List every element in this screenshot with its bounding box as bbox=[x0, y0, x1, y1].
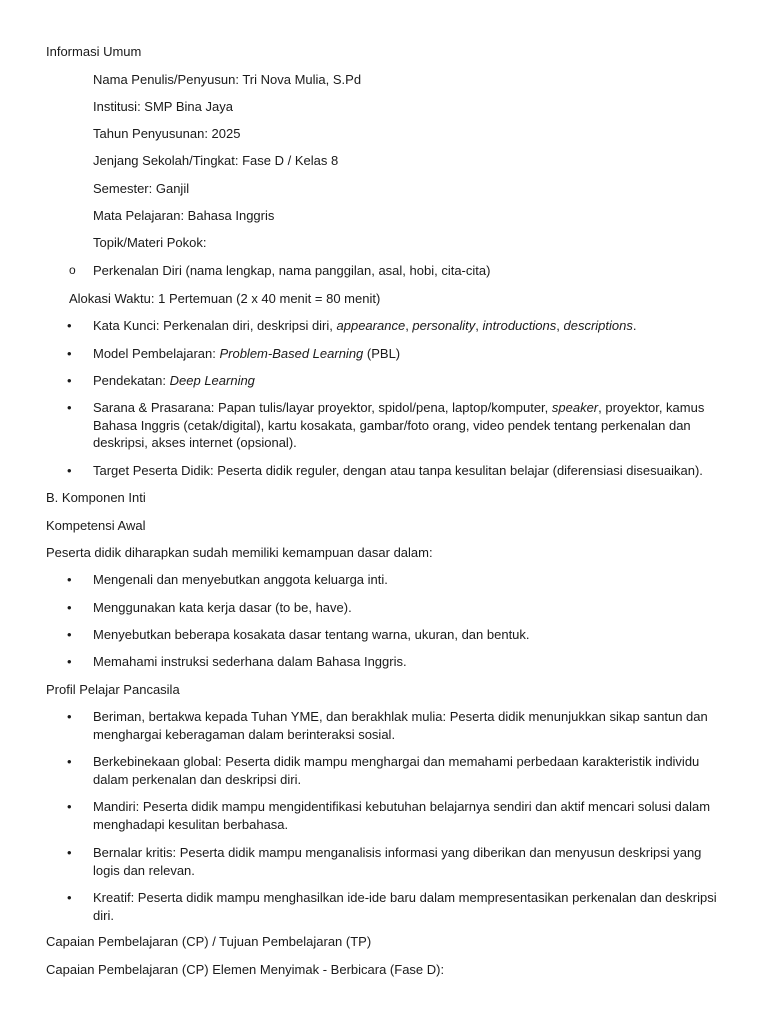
bullet-icon: • bbox=[67, 845, 72, 860]
bullet-icon: • bbox=[67, 318, 72, 333]
info-umum-heading: Informasi Umum bbox=[46, 44, 142, 59]
list-item: Bernalar kritis: Peserta didik mampu menganalisis informasi yang diberikan dan menyusun deskripsi yang logis dan relevan. bbox=[93, 845, 702, 878]
bullet-icon: • bbox=[67, 373, 72, 388]
list-item: Menyebutkan beberapa kosakata dasar tentang warna, ukuran, dan bentuk. bbox=[93, 627, 530, 642]
bullet-icon: • bbox=[67, 627, 72, 642]
bullet-icon: • bbox=[67, 709, 72, 724]
bullet-icon: • bbox=[67, 572, 72, 587]
sarana-item: Sarana & Prasarana: Papan tulis/layar proyektor, spidol/pena, laptop/komputer, speaker, proyektor, kamus Bahasa Inggris (cetak/digital), kartu kosakata, gambar/foto orang, video pendek tentang perkenalan dan deskripsi, akses internet (opsional). bbox=[93, 400, 705, 450]
bullet-icon: • bbox=[67, 890, 72, 905]
list-item: Mengenali dan menyebutkan anggota keluarga inti. bbox=[93, 572, 388, 587]
list-item: Menggunakan kata kerja dasar (to be, have). bbox=[93, 600, 352, 615]
bullet-icon: • bbox=[67, 346, 72, 361]
model-item: Model Pembelajaran: Problem-Based Learning (PBL) bbox=[93, 346, 401, 361]
list-item: Berkebinekaan global: Peserta didik mampu menghargai dan memahami perbedaan karakteristik individu dalam perkenalan dan deskripsi diri. bbox=[93, 754, 700, 787]
cp-heading: Capaian Pembelajaran (CP) / Tujuan Pembelajaran (TP) bbox=[46, 934, 372, 949]
bullet-icon: • bbox=[67, 600, 72, 615]
bullet-icon: • bbox=[67, 463, 72, 478]
semester-line: Semester: Ganjil bbox=[93, 181, 190, 196]
bullet-icon: • bbox=[67, 799, 72, 814]
bullet-icon: • bbox=[67, 754, 72, 769]
list-item: Beriman, bertakwa kepada Tuhan YME, dan berakhlak mulia: Peserta didik menunjukkan sikap santun dan menghargai keberagaman dalam berinteraksi sosial. bbox=[93, 709, 708, 742]
jenjang-line: Jenjang Sekolah/Tingkat: Fase D / Kelas 8 bbox=[93, 153, 339, 168]
bullet-icon: • bbox=[67, 654, 72, 669]
kata-kunci-item: Kata Kunci: Perkenalan diri, deskripsi diri, appearance, personality, introductions, descriptions. bbox=[93, 318, 637, 333]
tahun-line: Tahun Penyusunan: 2025 bbox=[93, 126, 241, 141]
list-item: Memahami instruksi sederhana dalam Bahasa Inggris. bbox=[93, 654, 407, 669]
profil-heading: Profil Pelajar Pancasila bbox=[46, 682, 180, 697]
alokasi-line: Alokasi Waktu: 1 Pertemuan (2 x 40 menit = 80 menit) bbox=[69, 291, 381, 306]
komponen-inti-heading: B. Komponen Inti bbox=[46, 490, 146, 505]
bullet-icon: • bbox=[67, 400, 72, 415]
circle-bullet-icon: o bbox=[69, 263, 76, 277]
kompetensi-intro: Peserta didik diharapkan sudah memiliki kemampuan dasar dalam: bbox=[46, 545, 433, 560]
institusi-line: Institusi: SMP Bina Jaya bbox=[93, 99, 233, 114]
cp-elemen-heading: Capaian Pembelajaran (CP) Elemen Menyimak - Berbicara (Fase D): bbox=[46, 962, 445, 977]
list-item: Mandiri: Peserta didik mampu mengidentifikasi kebutuhan belajarnya sendiri dan aktif mencari solusi dalam menghadapi kesulitan berbahasa. bbox=[93, 799, 711, 832]
penulis-line: Nama Penulis/Penyusun: Tri Nova Mulia, S.Pd bbox=[93, 72, 362, 87]
mapel-line: Mata Pelajaran: Bahasa Inggris bbox=[93, 208, 275, 223]
kompetensi-awal-heading: Kompetensi Awal bbox=[46, 518, 146, 533]
topik-line: Topik/Materi Pokok: bbox=[93, 235, 207, 250]
pendekatan-item: Pendekatan: Deep Learning bbox=[93, 373, 255, 388]
topik-item: Perkenalan Diri (nama lengkap, nama panggilan, asal, hobi, cita-cita) bbox=[93, 263, 491, 278]
list-item: Kreatif: Peserta didik mampu menghasilkan ide-ide baru dalam mempresentasikan perkenalan dan deskripsi diri. bbox=[93, 890, 717, 923]
target-item: Target Peserta Didik: Peserta didik reguler, dengan atau tanpa kesulitan belajar (diferensiasi disesuaikan). bbox=[93, 463, 703, 478]
